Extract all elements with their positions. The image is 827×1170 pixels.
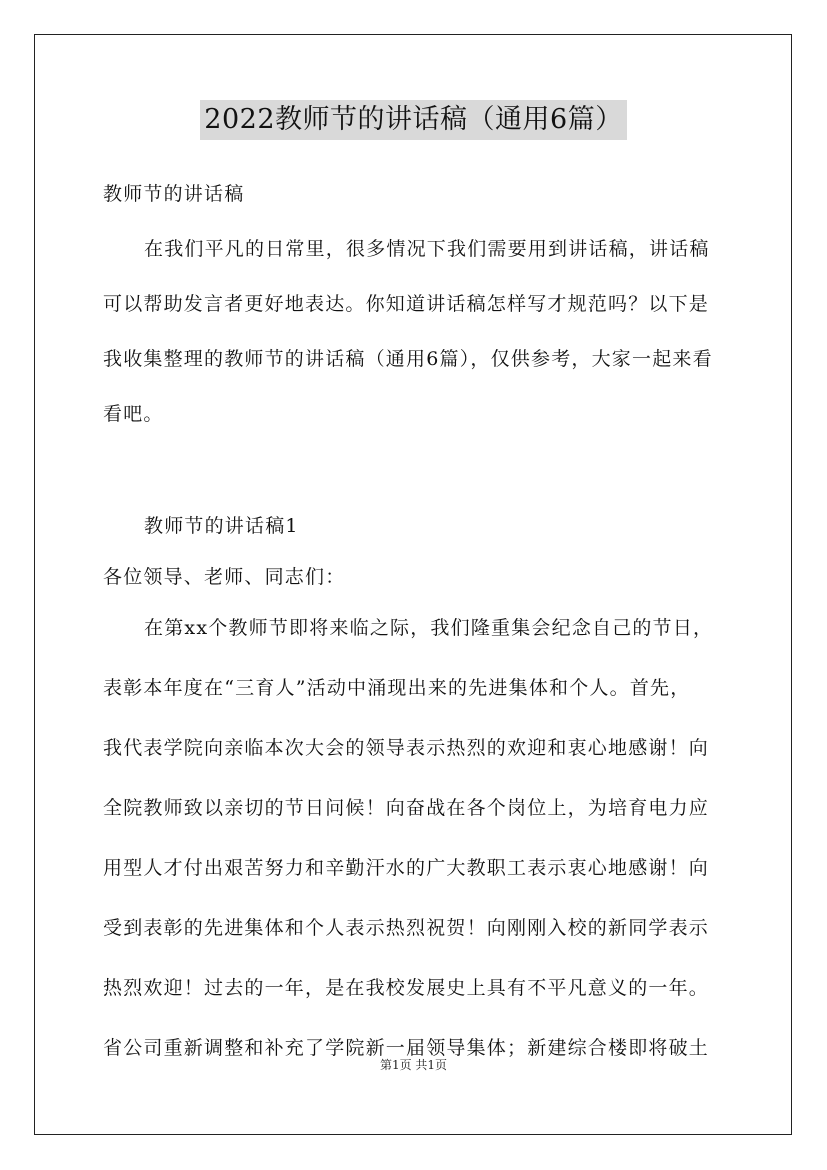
title-container (0, 100, 827, 140)
paragraph-line: 全院教师致以亲切的节日问候！向奋战在各个岗位上，为培育电力应 (103, 797, 710, 819)
paragraph-line: 受到表彰的先进集体和个人表示热烈祝贺！向刚刚入校的新同学表示 (103, 917, 710, 939)
page-footer: 第1页 共1页 (379, 1058, 448, 1072)
document-title: 2022教师节的讲话稿（通用6篇） (200, 100, 626, 140)
paragraph-line: 我收集整理的教师节的讲话稿（通用6篇），仅供参考，大家一起来看 (103, 348, 713, 370)
paragraph-line: 在第xx个教师节即将来临之际，我们隆重集会纪念自己的节日， (144, 617, 714, 639)
section-heading: 教师节的讲话稿 (103, 183, 245, 205)
paragraph-line: 看吧。 (103, 403, 164, 425)
document-body (103, 176, 733, 1066)
paragraph-line: 热烈欢迎！过去的一年，是在我校发展史上具有不平凡意义的一年。 (103, 977, 710, 999)
paragraph-line: 我代表学院向亲临本次大会的领导表示热烈的欢迎和衷心地感谢！向 (103, 737, 710, 759)
paragraph-line: 表彰本年度在“三育人”活动中涌现出来的先进集体和个人。首先， (103, 677, 691, 699)
subsection-heading: 教师节的讲话稿1 (144, 515, 299, 537)
paragraph-line: 可以帮助发言者更好地表达。你知道讲话稿怎样写才规范吗？以下是 (103, 293, 710, 315)
paragraph-line: 在我们平凡的日常里，很多情况下我们需要用到讲话稿，讲话稿 (144, 238, 710, 260)
paragraph-line: 省公司重新调整和补充了学院新一届领导集体；新建综合楼即将破土 (103, 1037, 710, 1059)
salutation: 各位领导、老师、同志们： (103, 566, 346, 588)
paragraph-line: 用型人才付出艰苦努力和辛勤汗水的广大教职工表示衷心地感谢！向 (103, 857, 710, 879)
